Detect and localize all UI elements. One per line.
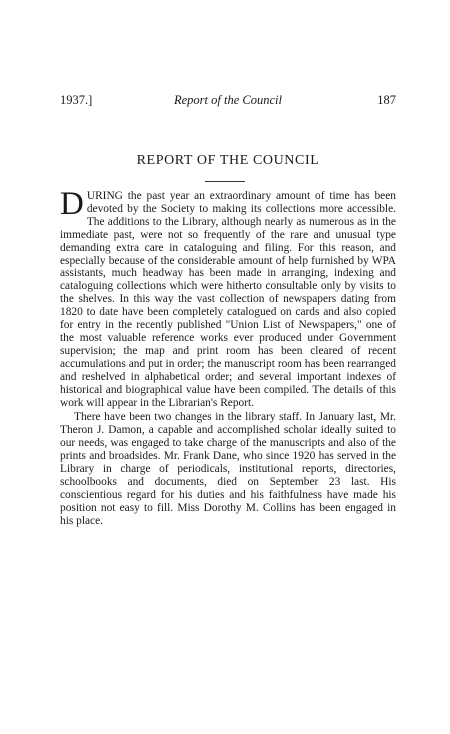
running-head-year: 1937.] — [60, 93, 93, 107]
paragraph-1 — [60, 186, 396, 409]
page-number: 187 — [377, 93, 396, 107]
paragraph-1-text: URING the past year an extraordinary amount of time has been devoted by the Society to making its collections more accessible. The additions to the Library, although nearly as numerous as in the immediate past, were not so frequently of the rare and unusual type demanding extra care in cataloguing and filing. For this reason, and especially because of the considerable amount of help furnished by WPA assistants, much headway has been made in arranging, indexing and cataloguing collections which were hitherto consultable only by visits to the shelves. In this way the vast collection of newspapers dating from 1820 to date have been completely catalogued on cards and also copied for entry in the recently published "Union List of Newspapers," one of the most valuable reference works ever produced under Government supervision; the map and print room has been cleared of recent accumulations and put in order; the manuscript room has been rearranged and reshelved in alphabetical order; and several important indexes of historical and biographical value have been compiled. The details of this work will appear in the Librarian's Report. — [60, 190, 396, 409]
running-head-title: Report of the Council — [174, 93, 282, 107]
paragraph-2: There have been two changes in the library staff. In January last, Mr. Theron J. Damon, a capable and accomplished scholar ideally suited to our needs, was engaged to take charge of the manuscripts and also of the prints and broadsides. Mr. Frank Dane, who since 1920 has served in the Library in charge of periodicals, institutional reports, directories, schoolbooks and documents, died on September 23 last. His conscientious regard for his duties and his faithfulness have made his position not easy to fill. Miss Dorothy M. Collins has been engaged in his place. — [60, 411, 396, 527]
running-head — [60, 92, 396, 108]
document-title: REPORT OF THE COUNCIL — [136, 153, 320, 168]
title-rule — [205, 181, 245, 182]
drop-cap: D — [60, 186, 84, 222]
body-text — [60, 186, 396, 528]
